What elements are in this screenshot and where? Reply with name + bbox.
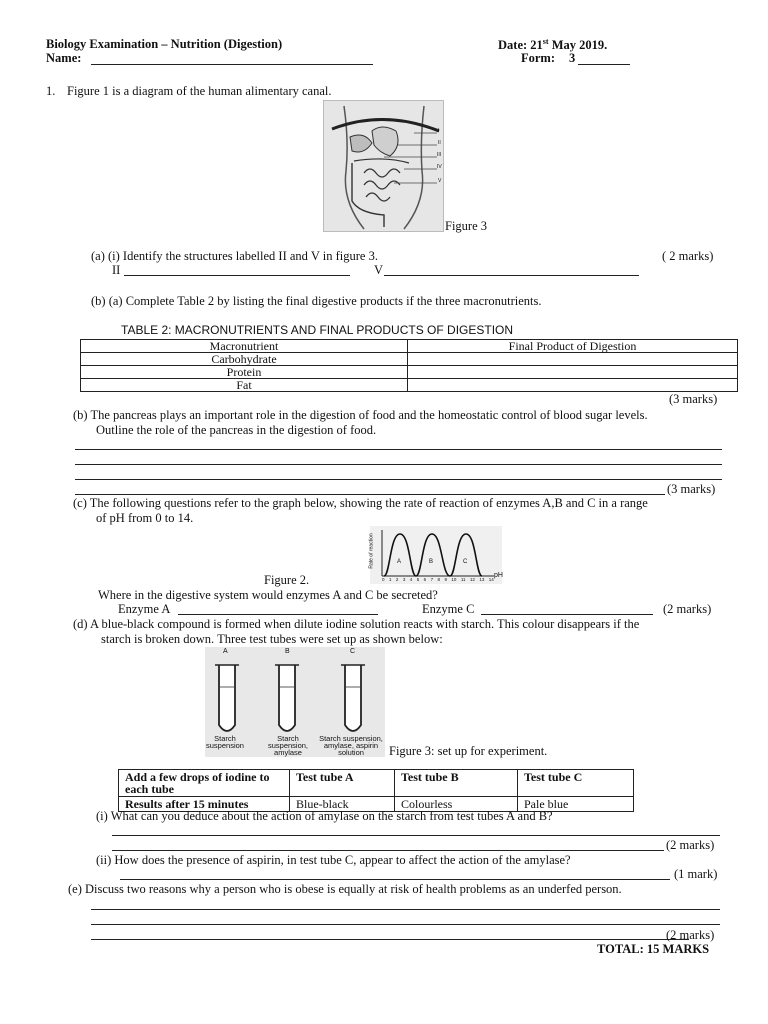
x-tick: 0 xyxy=(382,577,385,582)
enzyme-c-field[interactable] xyxy=(481,614,653,615)
answer-d-i-line-2[interactable] xyxy=(112,850,664,851)
answer-b2-line-1[interactable] xyxy=(75,449,722,450)
results-tube-c: Pale blue xyxy=(518,797,634,812)
x-tick: 2 xyxy=(395,577,399,582)
figure-caption-alimentary: Figure 3 xyxy=(445,219,488,233)
question-b1-marks: (3 marks) xyxy=(669,392,718,406)
figure-label-2: II xyxy=(438,140,441,146)
x-tick: 6 xyxy=(423,577,427,582)
table2-header-product: Final Product of Digestion xyxy=(408,340,738,353)
form-label: Form: xyxy=(521,51,556,65)
total-marks: TOTAL: 15 MARKS xyxy=(597,942,710,956)
x-tick: 11 xyxy=(460,577,466,582)
question-e-marks: (2 marks) xyxy=(666,928,715,942)
results-row-label: Results after 15 minutes xyxy=(119,797,290,812)
tube-a-caption: Starch suspension xyxy=(206,734,244,750)
tube-b-letter: B xyxy=(285,648,290,655)
results-header-tube-a: Test tube A xyxy=(290,770,395,797)
table2-cell-fat: Fat xyxy=(81,379,408,392)
enzyme-ph-graph-plot xyxy=(370,526,502,584)
enzyme-a-label: Enzyme A xyxy=(118,602,171,616)
question-a-marks: ( 2 marks) xyxy=(662,249,714,263)
tube-b-caption: Starch suspension, amylase xyxy=(267,734,309,757)
answer-ii-field[interactable] xyxy=(124,275,350,276)
x-tick: 14 xyxy=(488,577,494,582)
x-tick: 7 xyxy=(430,577,434,582)
name-field[interactable] xyxy=(91,64,373,65)
tube-a-letter: A xyxy=(223,648,228,655)
answer-e-line-3[interactable] xyxy=(91,939,689,940)
answer-b2-line-3[interactable] xyxy=(75,479,722,480)
tube-c-caption: Starch suspension, amylase, aspirin solution xyxy=(319,734,383,757)
question-d-i-marks: (2 marks) xyxy=(666,838,715,852)
x-tick: 5 xyxy=(416,577,420,582)
results-tube-b: Colourless xyxy=(395,797,518,812)
question-d-line2: starch is broken down. Three test tubes were set up as shown below: xyxy=(101,632,443,646)
question-number: 1. xyxy=(46,84,56,98)
form-value: 3 xyxy=(569,51,576,65)
x-tick: 9 xyxy=(444,577,447,582)
table2-cell-protein: Protein xyxy=(81,366,408,379)
graph-peak-c: C xyxy=(463,559,468,565)
x-tick: 12 xyxy=(469,577,475,582)
question-c-text: Where in the digestive system would enzymes A and C be secreted? xyxy=(98,588,438,602)
graph-peak-b: B xyxy=(429,559,434,565)
results-table xyxy=(118,769,634,812)
figure-caption-setup: Figure 3: set up for experiment. xyxy=(389,744,548,758)
question-b2-line2: Outline the role of the pancreas in the digestion of food. xyxy=(96,423,377,437)
answer-ii-label: II xyxy=(112,263,121,277)
results-header-tube-b: Test tube B xyxy=(395,770,518,797)
question-d-ii-marks: (1 mark) xyxy=(674,867,718,881)
table-row xyxy=(81,366,738,379)
answer-d-i-line-1[interactable] xyxy=(112,835,720,836)
table-row xyxy=(81,379,738,392)
form-field[interactable] xyxy=(578,64,630,65)
test-tubes-figure xyxy=(205,647,385,757)
enzyme-c-label: Enzyme C xyxy=(422,602,475,616)
figure-label-4: IV xyxy=(437,164,442,170)
table2-answer-fat[interactable] xyxy=(408,379,738,392)
graph-peak-a: A xyxy=(397,559,402,565)
figure-caption-graph: Figure 2. xyxy=(264,573,310,587)
question-d-ii-text: (ii) How does the presence of aspirin, in test tube C, appear to affect the action of the amylase? xyxy=(96,853,571,867)
table2-answer-carbohydrate[interactable] xyxy=(408,353,738,366)
answer-e-line-1[interactable] xyxy=(91,909,720,910)
answer-e-line-2[interactable] xyxy=(91,924,720,925)
alimentary-canal-diagram xyxy=(324,101,443,231)
question-b2-marks: (3 marks) xyxy=(667,482,716,496)
figure-label-5: V xyxy=(438,178,442,184)
answer-b2-line-2[interactable] xyxy=(75,464,722,465)
table-row xyxy=(81,353,738,366)
table2-cell-carbohydrate: Carbohydrate xyxy=(81,353,408,366)
answer-d-ii-line[interactable] xyxy=(120,879,670,880)
x-tick: 8 xyxy=(437,577,441,582)
table-row xyxy=(81,340,738,353)
table2-header-macronutrient: Macronutrient xyxy=(81,340,408,353)
question-d-line1: (d) A blue-black compound is formed when dilute iodine solution reacts with starch. This colour disappears if the xyxy=(73,617,640,631)
results-header-procedure: Add a few drops of iodine to each tube xyxy=(119,770,290,797)
question-b1-text: (b) (a) Complete Table 2 by listing the final digestive products if the three macronutrients. xyxy=(91,294,542,308)
x-tick: 3 xyxy=(402,577,406,582)
question-c-line1: (c) The following questions refer to the graph below, showing the rate of reaction of enzymes A,B and C in a range xyxy=(73,496,648,510)
exam-title: Biology Examination – Nutrition (Digestion) xyxy=(46,37,283,51)
results-header-tube-c: Test tube C xyxy=(518,770,634,797)
question-c-marks: (2 marks) xyxy=(663,602,712,616)
x-tick: 10 xyxy=(451,577,457,582)
x-tick: 13 xyxy=(479,577,485,582)
answer-b2-line-4[interactable] xyxy=(75,494,665,495)
x-tick: 1 xyxy=(388,577,392,582)
tube-c-letter: C xyxy=(350,648,356,655)
date-ordinal: st xyxy=(542,37,549,46)
date-suffix: May 2019. xyxy=(548,38,608,53)
question-intro: Figure 1 is a diagram of the human alimentary canal. xyxy=(67,84,332,98)
enzyme-a-field[interactable] xyxy=(178,614,378,615)
question-d-i-text: (i) What can you deduce about the action of amylase on the starch from test tubes A and B? xyxy=(96,809,553,823)
results-tube-a: Blue-black xyxy=(290,797,395,812)
question-a-text: (a) (i) Identify the structures labelled II and V in figure 3. xyxy=(91,249,378,263)
graph-x-ticks xyxy=(382,577,494,582)
name-label: Name: xyxy=(46,51,82,65)
table2-title: TABLE 2: MACRONUTRIENTS AND FINAL PRODUCTS OF DIGESTION xyxy=(121,323,514,337)
date-prefix: Date: 21 xyxy=(498,38,543,53)
question-c-line2: of pH from 0 to 14. xyxy=(96,511,194,525)
alimentary-canal-figure xyxy=(323,100,444,232)
answer-v-label: V xyxy=(374,263,384,277)
table-row xyxy=(119,770,634,797)
figure-label-1: I xyxy=(438,128,440,134)
table2 xyxy=(80,339,738,392)
x-tick: 4 xyxy=(409,577,413,582)
table2-answer-protein[interactable] xyxy=(408,366,738,379)
enzyme-ph-graph xyxy=(370,526,502,584)
question-b2-line1: (b) The pancreas plays an important role in the digestion of food and the homeostatic control of blood sugar levels. xyxy=(73,408,648,422)
question-e-text: (e) Discuss two reasons why a person who is obese is equally at risk of health problems as an underfed person. xyxy=(68,882,622,896)
graph-xlabel: pH xyxy=(494,572,503,579)
answer-v-field[interactable] xyxy=(384,275,639,276)
figure-label-3: III xyxy=(437,152,442,158)
graph-ylabel: Rate of reaction xyxy=(368,533,375,569)
